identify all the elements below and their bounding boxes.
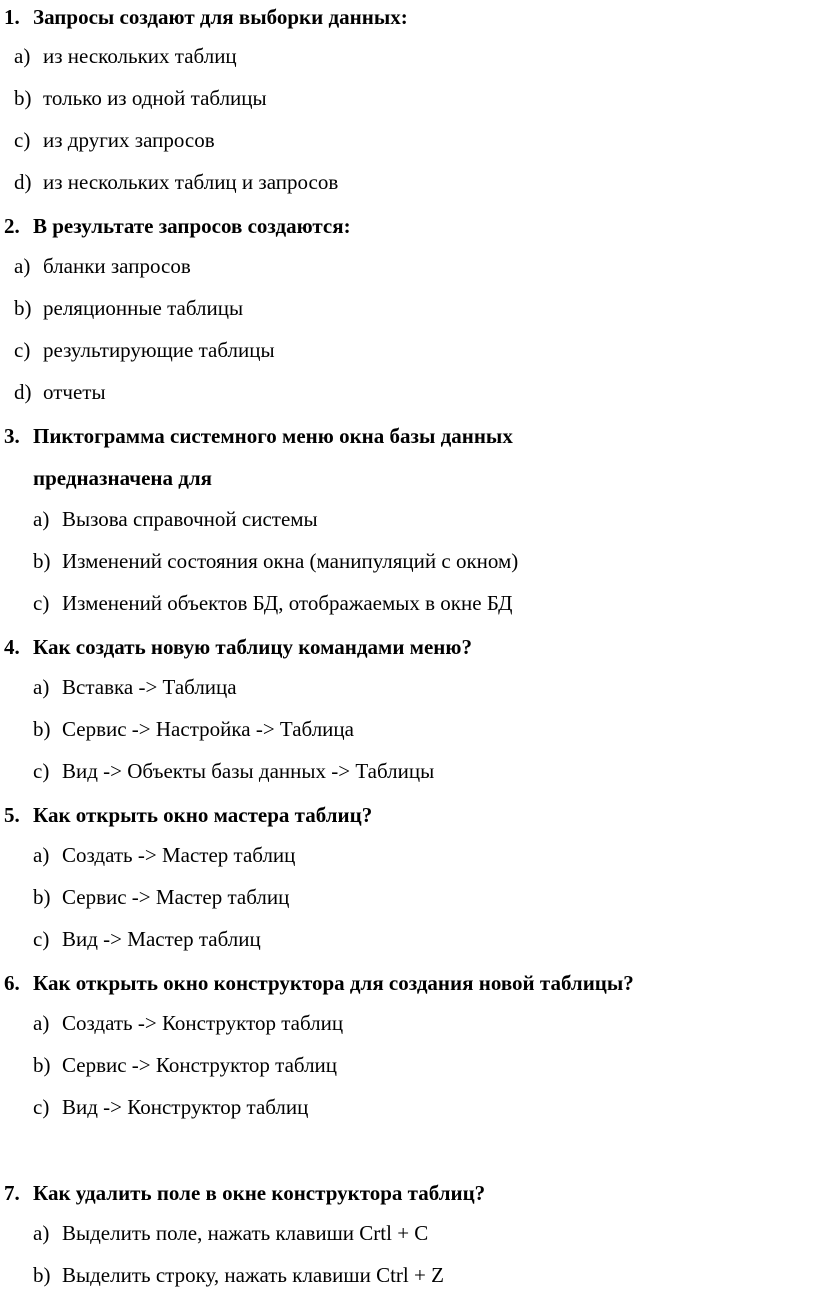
answer-letter: b) xyxy=(33,717,51,741)
answer-text: Вставка -> Таблица xyxy=(62,675,237,699)
question-number: 3. xyxy=(4,424,20,448)
answer-text: из нескольких таблиц и запросов xyxy=(43,170,339,194)
answer-text: Выделить строку, нажать клавиши Ctrl + Z xyxy=(62,1263,444,1287)
answer-text: из других запросов xyxy=(43,128,215,152)
question-number: 2. xyxy=(4,214,20,238)
answer-letter: a) xyxy=(14,254,31,278)
answer-letter: c) xyxy=(14,128,31,152)
question-text: Запросы создают для выборки данных: xyxy=(33,5,408,29)
answer-text: бланки запросов xyxy=(43,254,191,278)
question-number: 6. xyxy=(4,971,20,995)
answer-text: Изменений состояния окна (манипуляций с окном) xyxy=(62,549,519,573)
answer-letter: a) xyxy=(33,675,50,699)
answer-letter: c) xyxy=(33,927,50,951)
answer-letter: c) xyxy=(14,338,31,362)
question-text: предназначена для xyxy=(33,466,213,490)
answer-letter: a) xyxy=(33,1221,50,1245)
answer-letter: a) xyxy=(33,1011,50,1035)
answer-letter: d) xyxy=(14,380,32,404)
answer-text: Сервис -> Конструктор таблиц xyxy=(62,1053,338,1077)
answer-letter: b) xyxy=(33,1053,51,1077)
answer-letter: d) xyxy=(14,170,32,194)
answer-text: Выделить поле, нажать клавиши Crtl + C xyxy=(62,1221,429,1245)
answer-text: из нескольких таблиц xyxy=(43,44,237,68)
question-number: 7. xyxy=(4,1181,20,1205)
answer-text: Вид -> Объекты базы данных -> Таблицы xyxy=(62,759,435,783)
answer-letter: b) xyxy=(33,1263,51,1287)
question-text: Как удалить поле в окне конструктора таблиц? xyxy=(33,1181,486,1205)
answer-text: только из одной таблицы xyxy=(43,86,267,110)
question-number: 4. xyxy=(4,635,20,659)
answer-letter: b) xyxy=(14,86,32,110)
answer-text: Сервис -> Мастер таблиц xyxy=(62,885,290,909)
answer-text: Вызова справочной системы xyxy=(62,507,318,531)
answer-letter: b) xyxy=(33,885,51,909)
answer-letter: b) xyxy=(33,549,51,573)
answer-text: Создать -> Мастер таблиц xyxy=(62,843,296,867)
answer-letter: a) xyxy=(14,44,31,68)
answer-letter: c) xyxy=(33,1095,50,1119)
answer-text: Вид -> Мастер таблиц xyxy=(62,927,261,951)
question-text: Как открыть окно конструктора для создания новой таблицы? xyxy=(33,971,634,995)
answer-text: Создать -> Конструктор таблиц xyxy=(62,1011,344,1035)
answer-text: реляционные таблицы xyxy=(43,296,244,320)
question-text: Как создать новую таблицу командами меню? xyxy=(33,635,472,659)
answer-letter: c) xyxy=(33,591,50,615)
answer-text: Сервис -> Настройка -> Таблица xyxy=(62,717,354,741)
question-number: 5. xyxy=(4,803,20,827)
answer-text: результирующие таблицы xyxy=(43,338,275,362)
question-number: 1. xyxy=(4,5,20,29)
answer-letter: a) xyxy=(33,507,50,531)
answer-text: отчеты xyxy=(43,380,106,404)
answer-text: Вид -> Конструктор таблиц xyxy=(62,1095,309,1119)
question-text: Как открыть окно мастера таблиц? xyxy=(33,803,373,827)
question-text: Пиктограмма системного меню окна базы данных xyxy=(33,424,513,448)
answer-letter: b) xyxy=(14,296,32,320)
answer-letter: c) xyxy=(33,759,50,783)
answer-text: Изменений объектов БД, отображаемых в окне БД xyxy=(62,591,513,615)
answer-letter: a) xyxy=(33,843,50,867)
question-text: В результате запросов создаются: xyxy=(33,214,351,238)
